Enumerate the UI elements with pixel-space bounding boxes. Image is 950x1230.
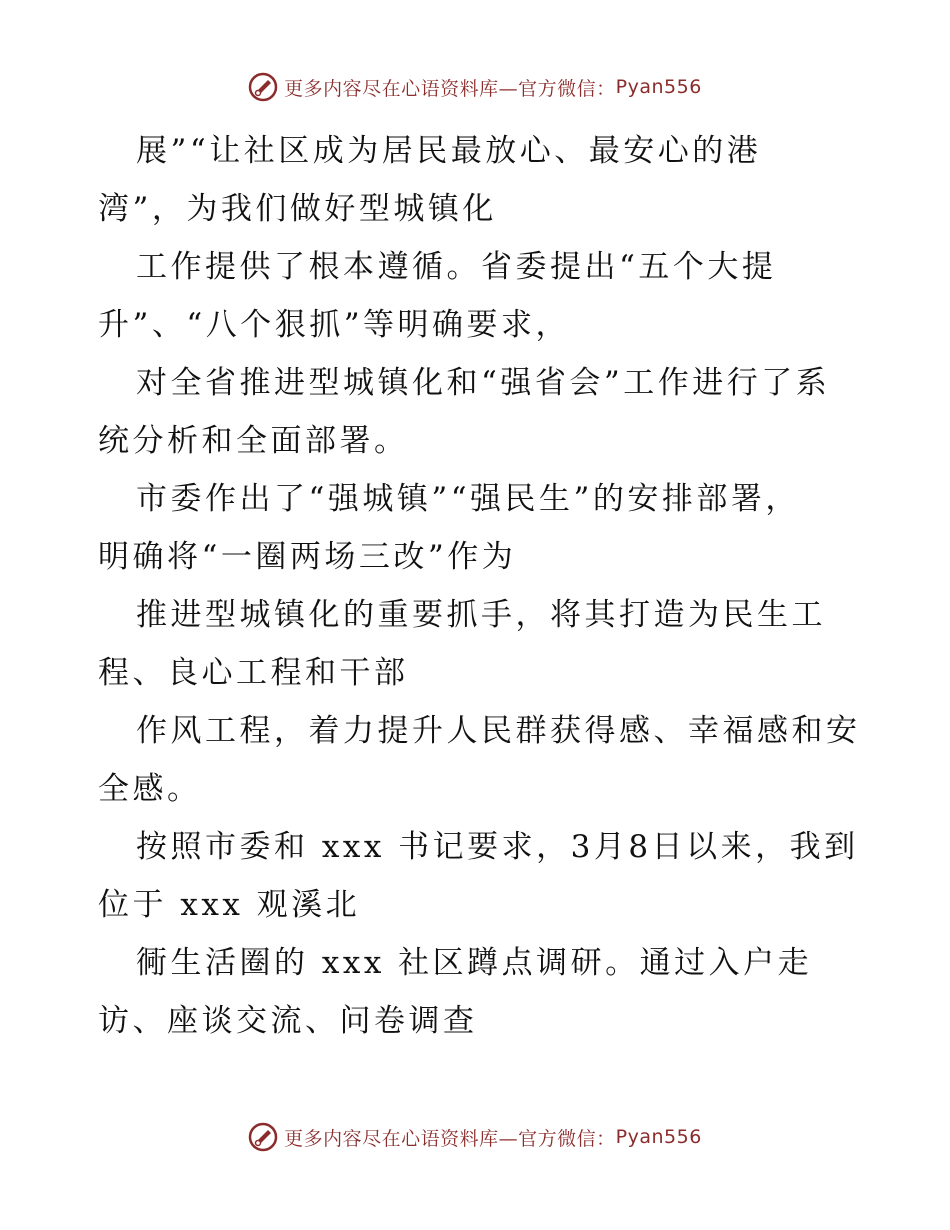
paragraph (98, 238, 888, 354)
footer-wechat-id: Pyan556 (615, 1126, 702, 1148)
paragraph-line: 按照市委和 xxx 书记要求，3月8日以来，我到 (136, 829, 859, 865)
logo-icon (248, 1122, 278, 1152)
paragraph-line: 对全省推进型城镇化和“强省会”工作进行了系 (136, 365, 831, 401)
paragraph (98, 470, 888, 586)
page-footer-watermark (0, 1122, 950, 1152)
paragraph-line: 程、良心工程和干部 (98, 655, 409, 691)
header-wechat-id: Pyan556 (615, 76, 702, 98)
paragraph-line: 衕生活圈的 xxx 社区蹲点调研。通过入户走 (136, 945, 813, 981)
footer-text: 更多内容尽在心语资料库—官方微信： (284, 1127, 616, 1150)
paragraph-line: 市委作出了“强城镇”“强民生”的安排部署， (136, 481, 800, 517)
paragraph-line: 统分析和全面部署。 (98, 423, 409, 459)
paragraph-line: 推进型城镇化的重要抓手，将其打造为民生工 (136, 597, 826, 633)
document-body (98, 122, 888, 1050)
paragraph-line: 位于 xxx 观溪北 (98, 887, 361, 923)
paragraph (98, 934, 888, 1050)
paragraph-line: 工作提供了根本遵循。省委提出“五个大提 (136, 249, 777, 285)
paragraph-line: 升”、“八个狠抓”等明确要求， (98, 307, 571, 343)
header-text: 更多内容尽在心语资料库—官方微信： (284, 77, 616, 100)
paragraph-line: 明确将“一圈两场三改”作为 (98, 539, 517, 575)
paragraph-line: 展”“让社区成为居民最放心、最安心的港 (136, 133, 762, 169)
logo-icon (248, 72, 278, 102)
paragraph-line: 全感。 (98, 771, 202, 807)
paragraph-line: 湾”，为我们做好型城镇化 (98, 191, 497, 227)
paragraph (98, 818, 888, 934)
paragraph (98, 702, 888, 818)
paragraph (98, 354, 888, 470)
paragraph-line: 访、座谈交流、问卷调查 (98, 1003, 478, 1039)
paragraph (98, 122, 888, 238)
page-header-watermark (0, 72, 950, 102)
paragraph-line: 作风工程，着力提升人民群获得感、幸福感和安 (136, 713, 861, 749)
paragraph (98, 586, 888, 702)
